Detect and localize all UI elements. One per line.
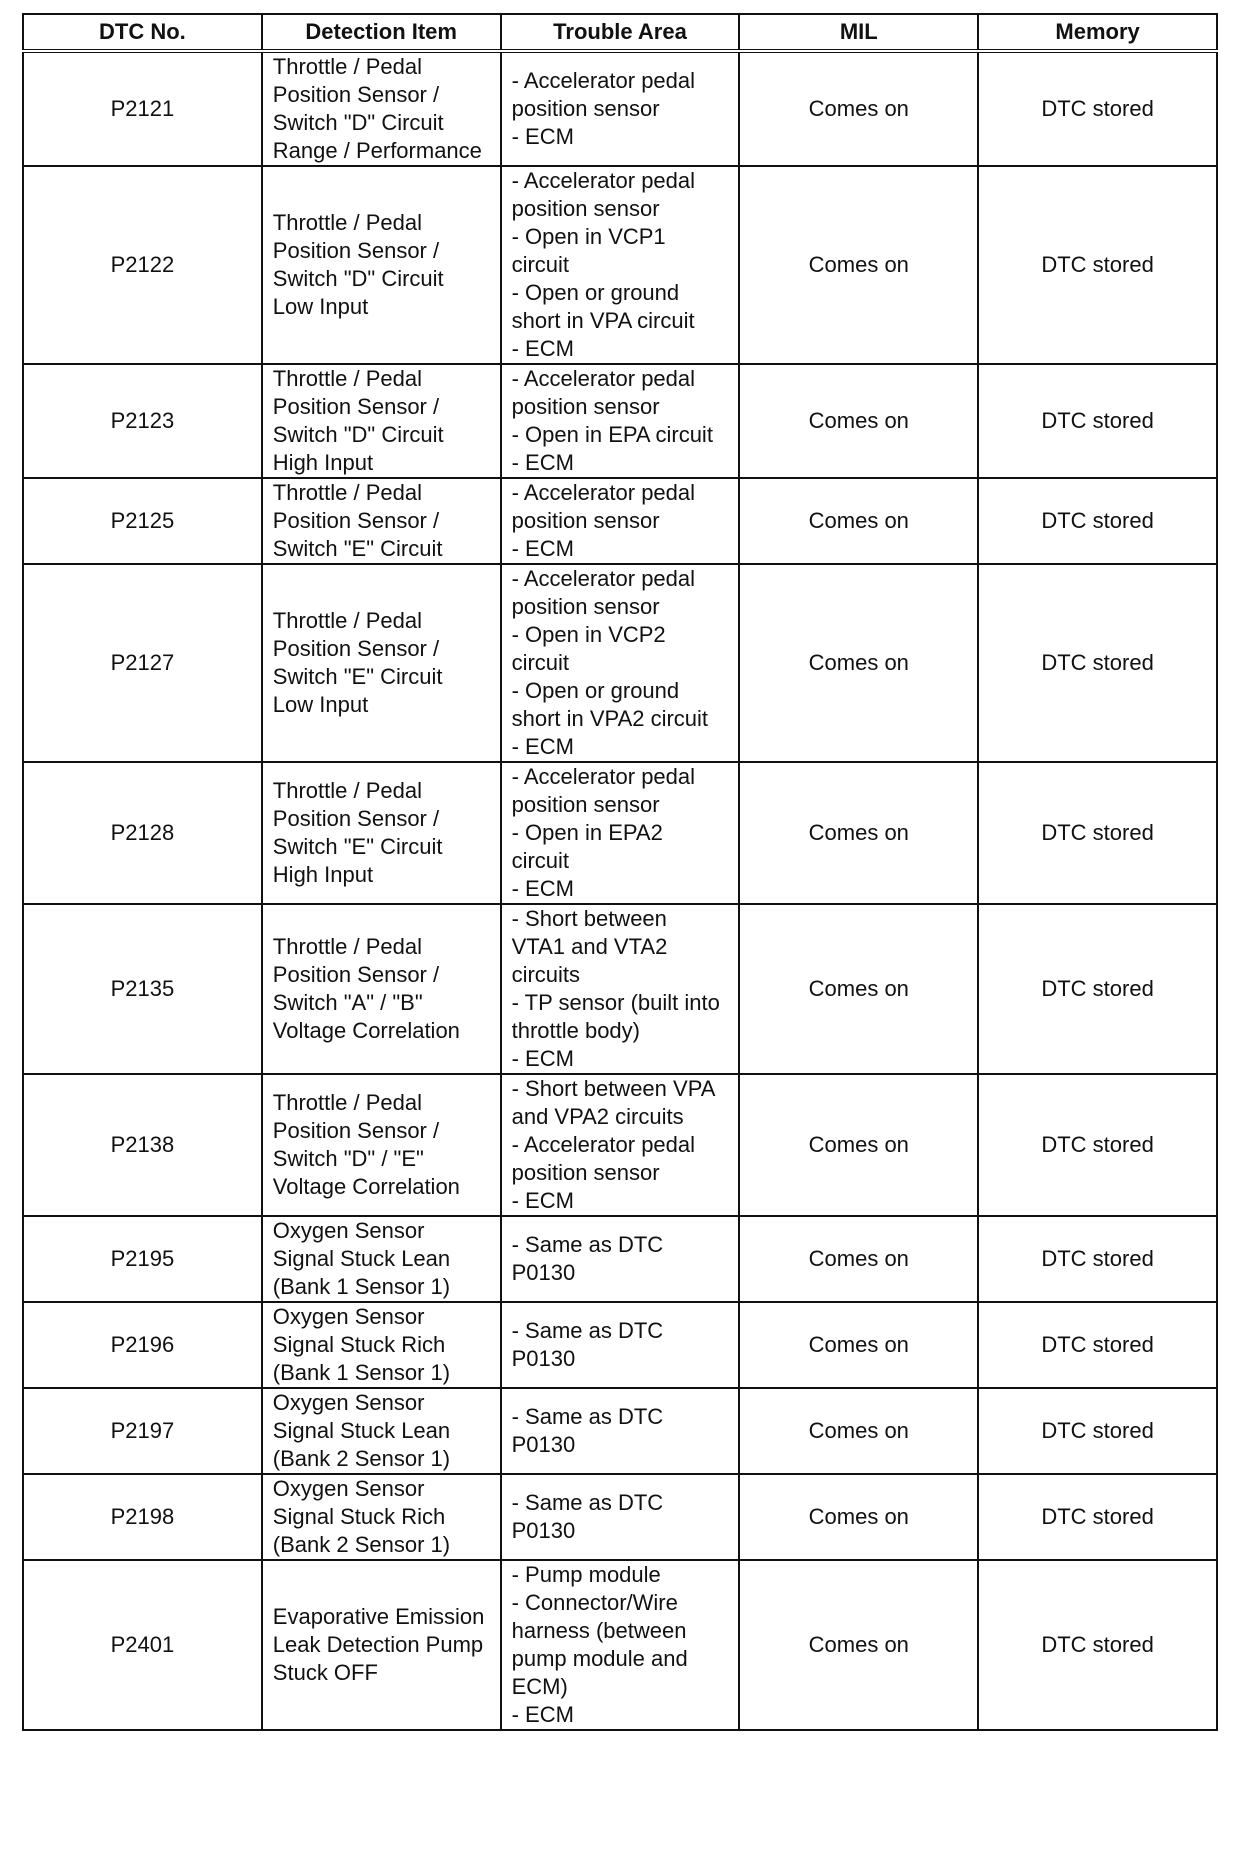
- table-row: [23, 166, 1217, 364]
- detection-item-line: Switch "D" / "E": [272, 1146, 424, 1171]
- table-row: [23, 1560, 1217, 1730]
- trouble-area-cell: [501, 1474, 740, 1560]
- trouble-area-line: - ECM: [511, 1046, 574, 1071]
- trouble-area-line: circuit: [511, 848, 570, 873]
- detection-item-line: Position Sensor /: [272, 636, 440, 661]
- memory-cell: DTC stored: [978, 1388, 1217, 1474]
- trouble-area-line: circuit: [511, 252, 570, 277]
- detection-item-line: (Bank 1 Sensor 1): [272, 1274, 451, 1299]
- header-row: [23, 14, 1217, 51]
- trouble-area-cell: [501, 1560, 740, 1730]
- mil-cell: Comes on: [739, 166, 978, 364]
- trouble-area-line: - Open in EPA2: [511, 820, 663, 845]
- mil-cell: Comes on: [739, 1302, 978, 1388]
- detection-item-line: Throttle / Pedal: [272, 210, 422, 235]
- detection-item-line: Throttle / Pedal: [272, 934, 422, 959]
- trouble-area-line: - ECM: [511, 336, 574, 361]
- trouble-area-cell: [501, 1388, 740, 1474]
- trouble-area-line: pump module and: [511, 1646, 688, 1671]
- trouble-area-line: - Pump module: [511, 1562, 661, 1587]
- detection-item-cell: [262, 51, 501, 166]
- trouble-area-line: - Same as DTC: [511, 1490, 664, 1515]
- detection-item-line: High Input: [272, 862, 374, 887]
- memory-cell: DTC stored: [978, 1474, 1217, 1560]
- trouble-area-line: - Accelerator pedal: [511, 566, 696, 591]
- trouble-area-line: - Accelerator pedal: [511, 1132, 696, 1157]
- trouble-area-line: harness (between: [511, 1618, 687, 1643]
- detection-item-line: Low Input: [272, 294, 369, 319]
- memory-cell: DTC stored: [978, 564, 1217, 762]
- trouble-area-line: - Same as DTC: [511, 1232, 664, 1257]
- mil-cell: Comes on: [739, 364, 978, 478]
- trouble-area-line: - Accelerator pedal: [511, 764, 696, 789]
- dtc-code-cell: P2195: [23, 1216, 262, 1302]
- detection-item-line: Leak Detection Pump: [272, 1632, 484, 1657]
- trouble-area-cell: [501, 1216, 740, 1302]
- trouble-area-line: short in VPA2 circuit: [511, 706, 709, 731]
- trouble-area-line: - ECM: [511, 124, 574, 149]
- trouble-area-line: position sensor: [511, 594, 660, 619]
- detection-item-line: Switch "D" Circuit: [272, 422, 444, 447]
- trouble-area-line: - Open in EPA circuit: [511, 422, 713, 447]
- detection-item-line: High Input: [272, 450, 374, 475]
- trouble-area-line: - ECM: [511, 876, 574, 901]
- trouble-area-line: throttle body): [511, 1018, 640, 1043]
- memory-cell: DTC stored: [978, 1302, 1217, 1388]
- detection-item-line: Signal Stuck Lean: [272, 1418, 451, 1443]
- detection-item-line: Position Sensor /: [272, 394, 440, 419]
- detection-item-cell: [262, 1474, 501, 1560]
- table-row: [23, 478, 1217, 564]
- detection-item-line: Position Sensor /: [272, 806, 440, 831]
- trouble-area-line: - Connector/Wire: [511, 1590, 678, 1615]
- detection-item-cell: [262, 1388, 501, 1474]
- dtc-table: [22, 13, 1218, 1731]
- mil-cell: Comes on: [739, 478, 978, 564]
- trouble-area-line: position sensor: [511, 196, 660, 221]
- detection-item-line: Low Input: [272, 692, 369, 717]
- memory-cell: DTC stored: [978, 1560, 1217, 1730]
- table-body: [23, 51, 1217, 1730]
- detection-item-line: Switch "E" Circuit: [272, 664, 443, 689]
- trouble-area-line: circuits: [511, 962, 581, 987]
- mil-cell: Comes on: [739, 51, 978, 166]
- trouble-area-line: position sensor: [511, 792, 660, 817]
- header-detection-item: Detection Item: [262, 14, 501, 51]
- memory-cell: DTC stored: [978, 364, 1217, 478]
- detection-item-line: Position Sensor /: [272, 238, 440, 263]
- mil-cell: Comes on: [739, 1388, 978, 1474]
- detection-item-line: Position Sensor /: [272, 962, 440, 987]
- trouble-area-line: P0130: [511, 1518, 576, 1543]
- mil-cell: Comes on: [739, 1560, 978, 1730]
- table-row: [23, 364, 1217, 478]
- detection-item-line: (Bank 2 Sensor 1): [272, 1446, 451, 1471]
- detection-item-line: Range / Performance: [272, 138, 482, 163]
- trouble-area-line: - Open or ground: [511, 678, 680, 703]
- trouble-area-line: - ECM: [511, 734, 574, 759]
- detection-item-line: Oxygen Sensor: [272, 1476, 425, 1501]
- dtc-code-cell: P2123: [23, 364, 262, 478]
- header-trouble-area: Trouble Area: [501, 14, 740, 51]
- trouble-area-cell: [501, 1074, 740, 1216]
- trouble-area-line: P0130: [511, 1260, 576, 1285]
- trouble-area-cell: [501, 364, 740, 478]
- trouble-area-line: - ECM: [511, 450, 574, 475]
- detection-item-cell: [262, 1560, 501, 1730]
- trouble-area-line: VTA1 and VTA2: [511, 934, 668, 959]
- detection-item-line: Oxygen Sensor: [272, 1390, 425, 1415]
- table-row: [23, 1302, 1217, 1388]
- trouble-area-line: position sensor: [511, 96, 660, 121]
- trouble-area-line: - Open in VCP2: [511, 622, 666, 647]
- trouble-area-line: - Open in VCP1: [511, 224, 666, 249]
- detection-item-line: (Bank 1 Sensor 1): [272, 1360, 451, 1385]
- trouble-area-line: - ECM: [511, 536, 574, 561]
- trouble-area-line: P0130: [511, 1432, 576, 1457]
- detection-item-line: Voltage Correlation: [272, 1174, 460, 1199]
- detection-item-line: Throttle / Pedal: [272, 608, 422, 633]
- detection-item-line: Throttle / Pedal: [272, 480, 422, 505]
- detection-item-cell: [262, 1216, 501, 1302]
- table-row: [23, 904, 1217, 1074]
- trouble-area-line: - TP sensor (built into: [511, 990, 720, 1015]
- dtc-code-cell: P2128: [23, 762, 262, 904]
- mil-cell: Comes on: [739, 1074, 978, 1216]
- trouble-area-cell: [501, 478, 740, 564]
- dtc-code-cell: P2196: [23, 1302, 262, 1388]
- detection-item-line: Throttle / Pedal: [272, 366, 422, 391]
- detection-item-line: Signal Stuck Rich: [272, 1504, 446, 1529]
- trouble-area-cell: [501, 1302, 740, 1388]
- trouble-area-cell: [501, 904, 740, 1074]
- detection-item-cell: [262, 166, 501, 364]
- trouble-area-cell: [501, 564, 740, 762]
- dtc-code-cell: P2401: [23, 1560, 262, 1730]
- detection-item-line: Switch "E" Circuit: [272, 834, 443, 859]
- dtc-code-cell: P2197: [23, 1388, 262, 1474]
- trouble-area-line: short in VPA circuit: [511, 308, 695, 333]
- detection-item-cell: [262, 762, 501, 904]
- mil-cell: Comes on: [739, 762, 978, 904]
- table-row: [23, 51, 1217, 166]
- detection-item-cell: [262, 564, 501, 762]
- trouble-area-line: P0130: [511, 1346, 576, 1371]
- memory-cell: DTC stored: [978, 166, 1217, 364]
- table-row: [23, 564, 1217, 762]
- detection-item-line: Switch "D" Circuit: [272, 266, 444, 291]
- dtc-code-cell: P2138: [23, 1074, 262, 1216]
- trouble-area-line: - Accelerator pedal: [511, 366, 696, 391]
- detection-item-line: Position Sensor /: [272, 82, 440, 107]
- memory-cell: DTC stored: [978, 1216, 1217, 1302]
- header-mil: MIL: [739, 14, 978, 51]
- header-dtc-no: DTC No.: [23, 14, 262, 51]
- detection-item-line: (Bank 2 Sensor 1): [272, 1532, 451, 1557]
- trouble-area-line: - Open or ground: [511, 280, 680, 305]
- detection-item-cell: [262, 904, 501, 1074]
- trouble-area-line: - Accelerator pedal: [511, 480, 696, 505]
- trouble-area-cell: [501, 762, 740, 904]
- detection-item-line: Stuck OFF: [272, 1660, 378, 1685]
- trouble-area-cell: [501, 166, 740, 364]
- dtc-code-cell: P2198: [23, 1474, 262, 1560]
- memory-cell: DTC stored: [978, 1074, 1217, 1216]
- dtc-code-cell: P2127: [23, 564, 262, 762]
- table-row: [23, 1474, 1217, 1560]
- detection-item-line: Oxygen Sensor: [272, 1218, 425, 1243]
- detection-item-line: Oxygen Sensor: [272, 1304, 425, 1329]
- detection-item-line: Throttle / Pedal: [272, 778, 422, 803]
- detection-item-cell: [262, 1074, 501, 1216]
- detection-item-line: Voltage Correlation: [272, 1018, 460, 1043]
- dtc-code-cell: P2122: [23, 166, 262, 364]
- trouble-area-line: position sensor: [511, 1160, 660, 1185]
- detection-item-cell: [262, 478, 501, 564]
- trouble-area-line: - Accelerator pedal: [511, 68, 696, 93]
- trouble-area-line: position sensor: [511, 394, 660, 419]
- table-row: [23, 1216, 1217, 1302]
- header-memory: Memory: [978, 14, 1217, 51]
- trouble-area-line: position sensor: [511, 508, 660, 533]
- mil-cell: Comes on: [739, 1216, 978, 1302]
- mil-cell: Comes on: [739, 564, 978, 762]
- table-row: [23, 1388, 1217, 1474]
- memory-cell: DTC stored: [978, 478, 1217, 564]
- detection-item-line: Switch "A" / "B": [272, 990, 423, 1015]
- detection-item-line: Signal Stuck Rich: [272, 1332, 446, 1357]
- trouble-area-line: - Short between VPA: [511, 1076, 716, 1101]
- detection-item-cell: [262, 1302, 501, 1388]
- trouble-area-line: - ECM: [511, 1188, 574, 1213]
- detection-item-line: Evaporative Emission: [272, 1604, 485, 1629]
- detection-item-cell: [262, 364, 501, 478]
- trouble-area-line: circuit: [511, 650, 570, 675]
- trouble-area-line: - Same as DTC: [511, 1404, 664, 1429]
- memory-cell: DTC stored: [978, 51, 1217, 166]
- detection-item-line: Throttle / Pedal: [272, 54, 422, 79]
- table-row: [23, 1074, 1217, 1216]
- mil-cell: Comes on: [739, 904, 978, 1074]
- trouble-area-line: and VPA2 circuits: [511, 1104, 684, 1129]
- table-row: [23, 762, 1217, 904]
- memory-cell: DTC stored: [978, 762, 1217, 904]
- trouble-area-line: - Same as DTC: [511, 1318, 664, 1343]
- trouble-area-cell: [501, 51, 740, 166]
- memory-cell: DTC stored: [978, 904, 1217, 1074]
- dtc-code-cell: P2121: [23, 51, 262, 166]
- mil-cell: Comes on: [739, 1474, 978, 1560]
- dtc-code-cell: P2135: [23, 904, 262, 1074]
- dtc-code-cell: P2125: [23, 478, 262, 564]
- detection-item-line: Throttle / Pedal: [272, 1090, 422, 1115]
- detection-item-line: Switch "E" Circuit: [272, 536, 443, 561]
- trouble-area-line: - Accelerator pedal: [511, 168, 696, 193]
- detection-item-line: Signal Stuck Lean: [272, 1246, 451, 1271]
- detection-item-line: Switch "D" Circuit: [272, 110, 444, 135]
- trouble-area-line: - ECM: [511, 1702, 574, 1727]
- trouble-area-line: ECM): [511, 1674, 568, 1699]
- detection-item-line: Position Sensor /: [272, 508, 440, 533]
- trouble-area-line: - Short between: [511, 906, 667, 931]
- detection-item-line: Position Sensor /: [272, 1118, 440, 1143]
